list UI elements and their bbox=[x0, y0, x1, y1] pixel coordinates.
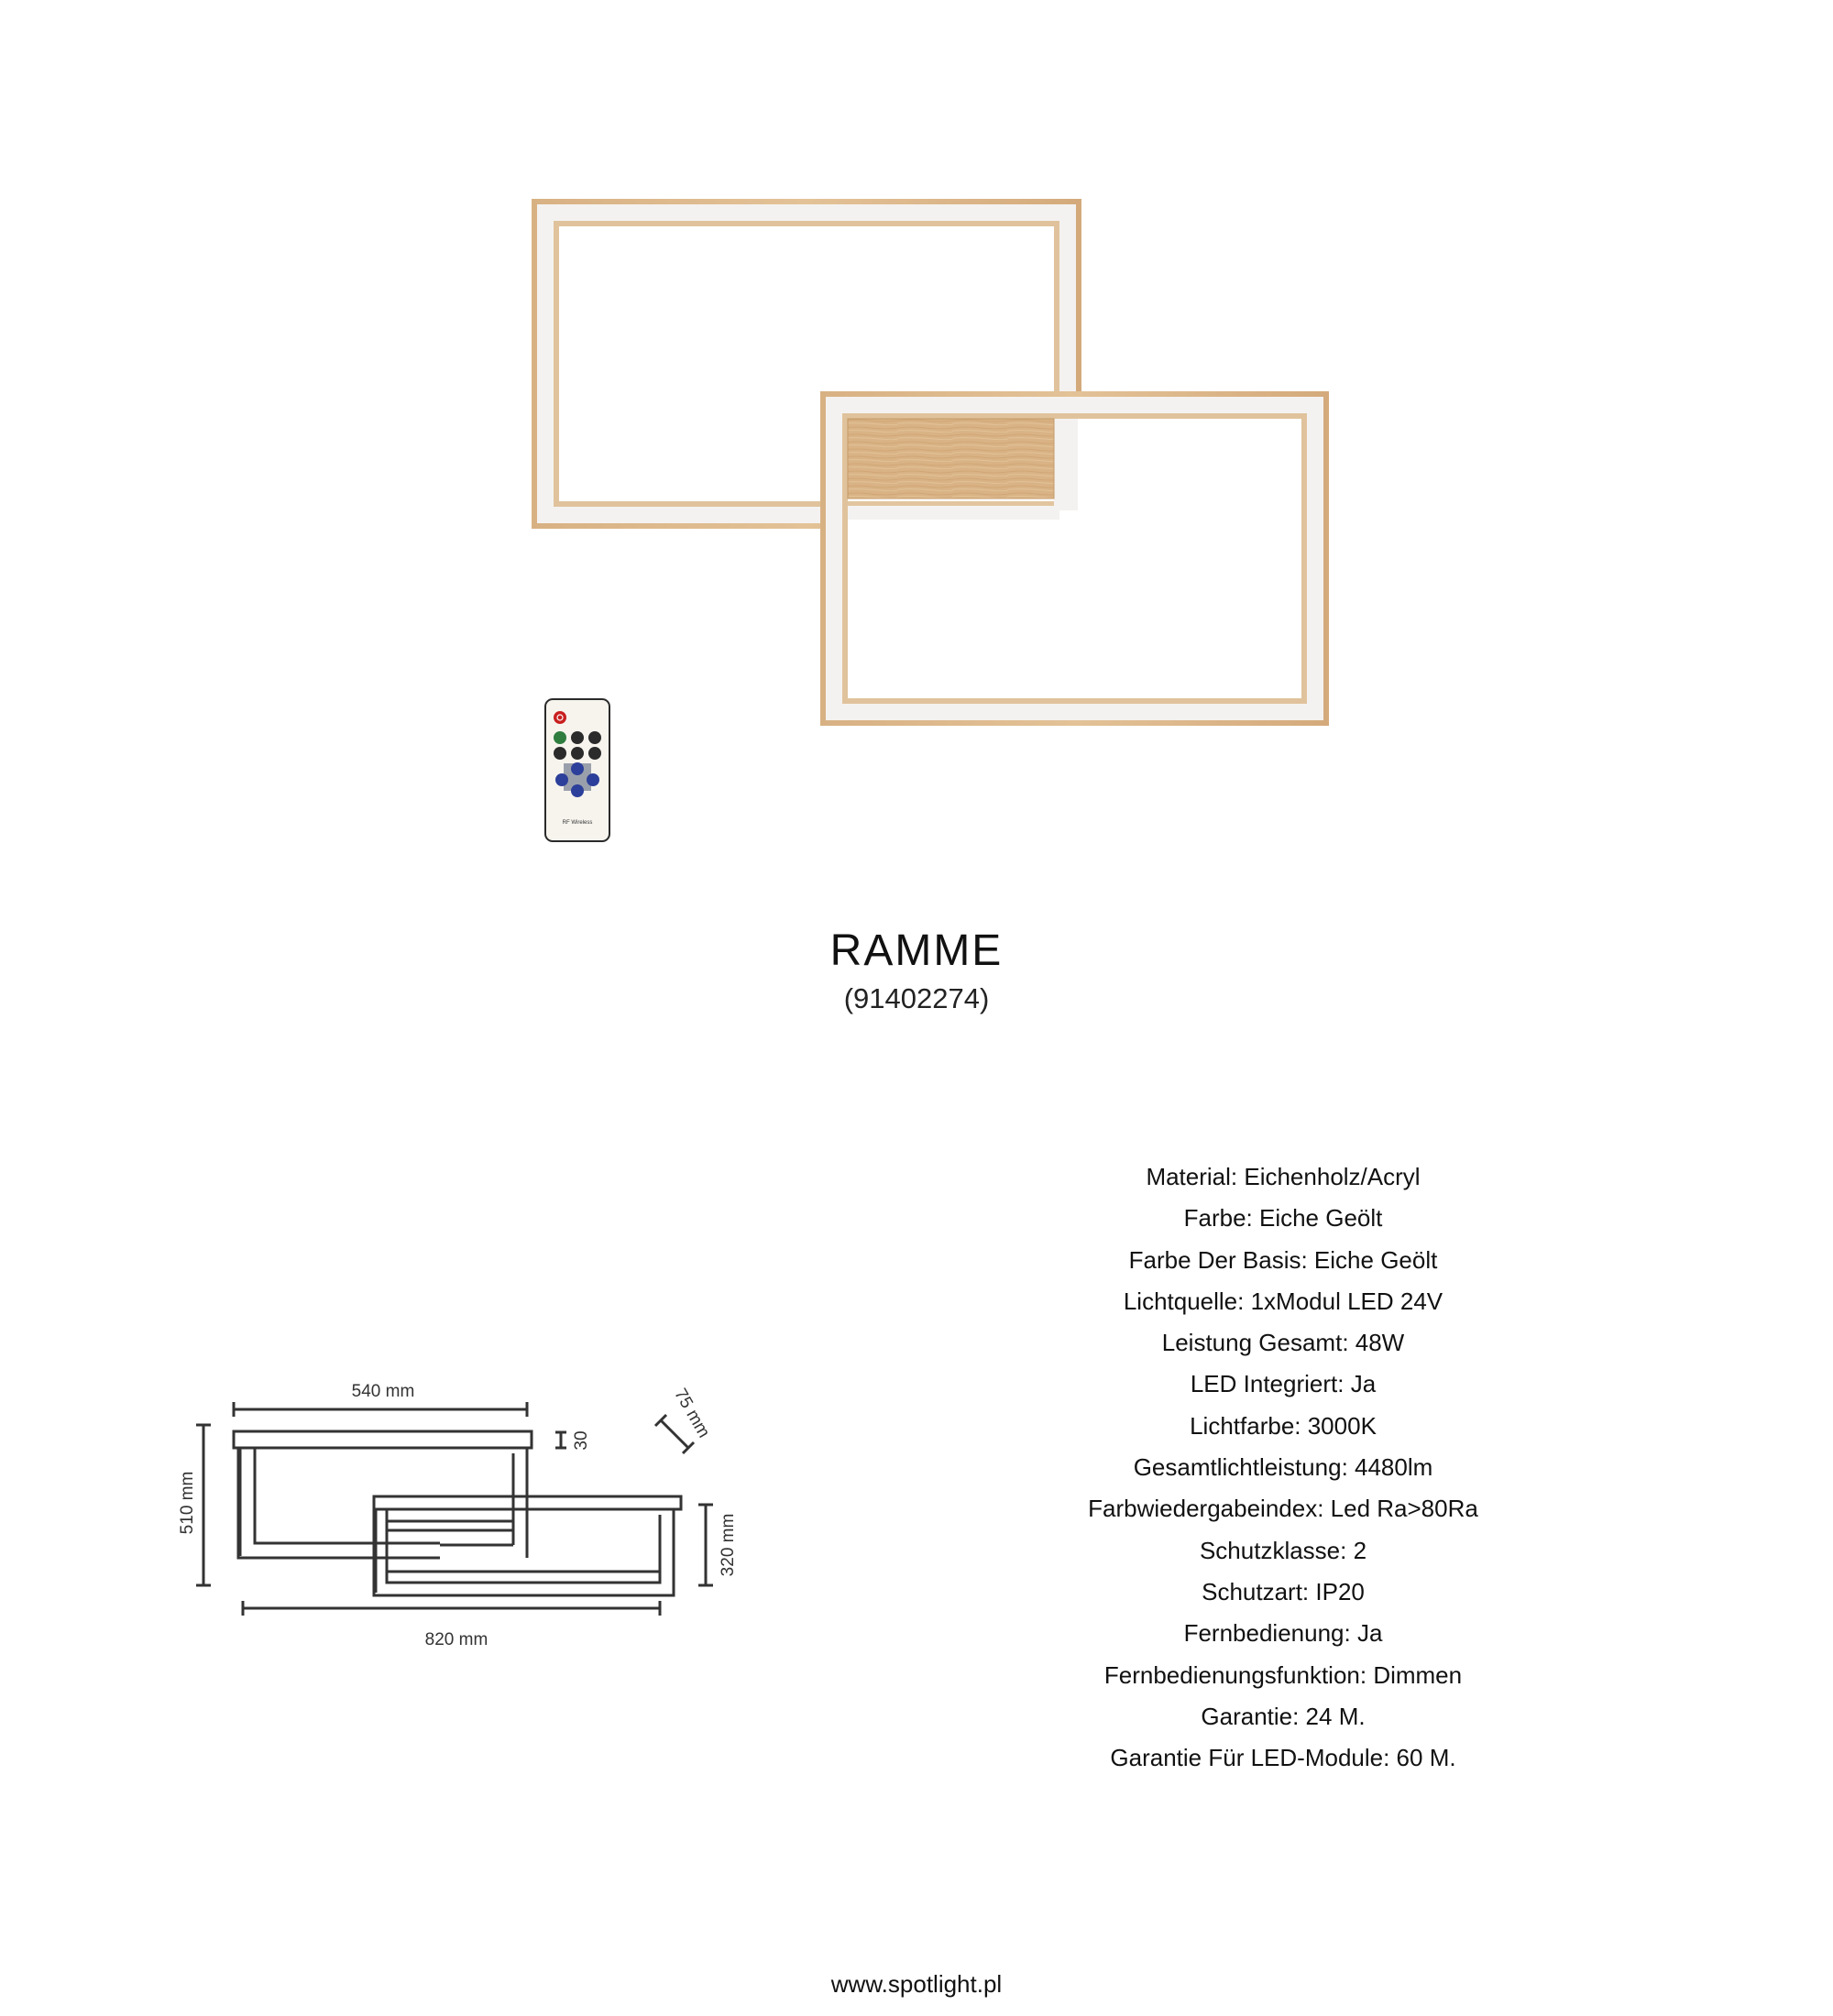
spec-light-source: Lichtquelle: 1xModul LED 24V bbox=[1123, 1287, 1443, 1315]
remote-control bbox=[545, 699, 609, 841]
footer-url[interactable]: www.spotlight.pl bbox=[830, 1970, 1003, 1998]
spec-color: Farbe: Eiche Geölt bbox=[1183, 1204, 1383, 1233]
spec-led-warranty: Garantie Für LED-Module: 60 M. bbox=[1110, 1744, 1456, 1772]
product-photo bbox=[513, 183, 1338, 843]
product-title: RAMME bbox=[829, 926, 1004, 975]
dim-width-top: 540 mm bbox=[351, 1382, 415, 1401]
spec-warranty: Garantie: 24 M. bbox=[1201, 1702, 1366, 1730]
spec-remote-function: Fernbedienungsfunktion: Dimmen bbox=[1103, 1660, 1463, 1689]
spec-ip-rating: Schutzart: IP20 bbox=[1202, 1577, 1365, 1605]
spec-power: Leistung Gesamt: 48W bbox=[1161, 1329, 1405, 1357]
spec-material: Material: Eichenholz/Acryl bbox=[1146, 1163, 1421, 1190]
spec-base-color: Farbe Der Basis: Eiche Geölt bbox=[1128, 1245, 1438, 1274]
dim-width-total: 820 mm bbox=[424, 1630, 488, 1649]
spec-protection-class: Schutzklasse: 2 bbox=[1199, 1536, 1367, 1564]
dim-depth: 75 mm bbox=[670, 1385, 714, 1441]
dim-height-right: 320 mm bbox=[719, 1513, 738, 1577]
spec-luminous-flux: Gesamtlichtleistung: 4480lm bbox=[1133, 1453, 1433, 1482]
dim-height-frame: 30 bbox=[572, 1430, 591, 1451]
dim-height-left: 510 mm bbox=[178, 1471, 197, 1535]
wood-base-panel bbox=[848, 419, 1054, 499]
spec-list bbox=[1008, 1156, 1558, 1779]
spec-light-color: Lichtfarbe: 3000K bbox=[1190, 1411, 1377, 1440]
remote-label: RF Wireless bbox=[562, 820, 593, 826]
spec-led-integrated: LED Integriert: Ja bbox=[1190, 1370, 1377, 1398]
spec-remote: Fernbedienung: Ja bbox=[1183, 1619, 1383, 1648]
product-code: (91402274) bbox=[843, 982, 990, 1014]
spec-cri: Farbwiedergabeindex: Led Ra>80Ra bbox=[1088, 1495, 1478, 1523]
dimension-drawing bbox=[165, 1375, 752, 1649]
